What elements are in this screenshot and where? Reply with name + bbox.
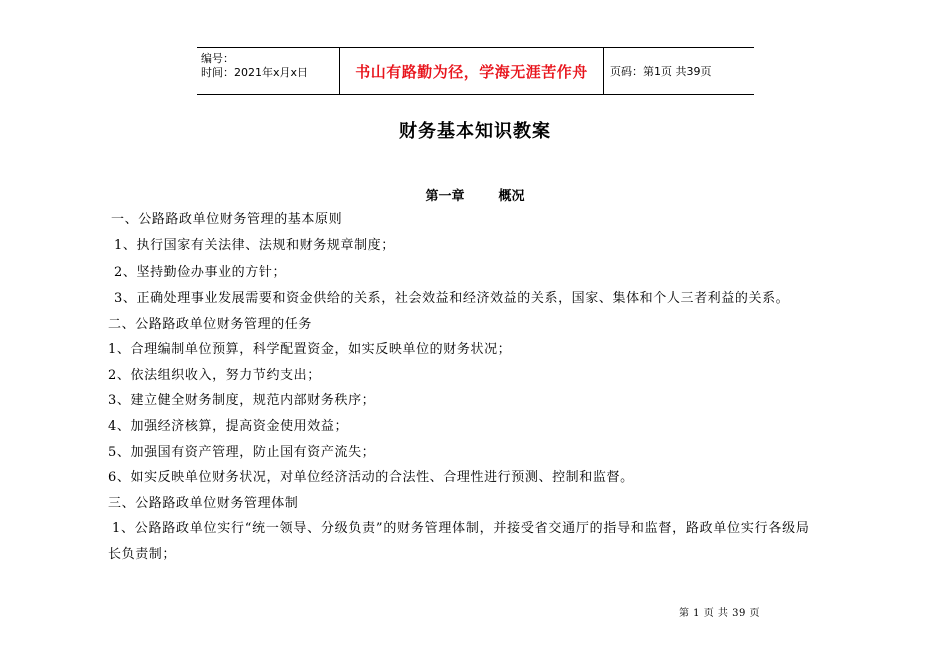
section-heading: 三、公路路政单位财务管理体制 [108,496,299,511]
header-meta-cell [197,48,340,94]
text-line: 5、加强国有资产管理，防止国有资产流失； [108,445,376,460]
text-line: 1、合理编制单位预算，科学配置资金，如实反映单位的财务状况； [108,342,512,357]
text-line: 4、加强经济核算，提高资金使用效益； [108,419,349,434]
section-heading: 二、公路路政单位财务管理的任务 [108,317,313,332]
chapter-number: 第一章 [425,189,465,204]
chapter-name: 概况 [498,189,525,204]
serial-label: 编号： [201,52,234,65]
chapter-heading [0,185,950,204]
time-label: 时间：2021年x月x日 [201,66,309,79]
text-line: 2、依法组织收入，努力节约支出； [108,368,321,383]
text-line: 1、公路路政单位实行“统一领导、分级负责”的财务管理体制，并接受省交通厅的指导和监督，路政单位实行各级局 [112,521,810,536]
document-title: 财务基本知识教案 [399,121,551,142]
header-table [197,47,754,95]
header-motto-cell [340,48,604,94]
text-line: 6、如实反映单位财务状况，对单位经济活动的合法性、合理性进行预测、控制和监督。 [108,470,634,485]
section-heading: 一、公路路政单位财务管理的基本原则 [111,212,343,227]
text-line: 1、执行国家有关法律、法规和财务规章制度； [114,238,395,253]
page-footer: 第 1 页 共 39 页 [679,608,760,619]
page-info: 页码：第1页 共39页 [610,65,712,78]
text-line: 长负责制； [108,547,177,562]
header-page-cell [604,48,754,94]
text-line: 2、坚持勤俭办事业的方针； [114,265,287,280]
text-line: 3、正确处理事业发展需要和资金供给的关系，社会效益和经济效益的关系，国家、集体和个人三者利益的关系。 [114,291,790,306]
motto-text: 书山有路勤为径，学海无涯苦作舟 [355,62,588,81]
text-line: 3、建立健全财务制度，规范内部财务秩序； [108,393,376,408]
